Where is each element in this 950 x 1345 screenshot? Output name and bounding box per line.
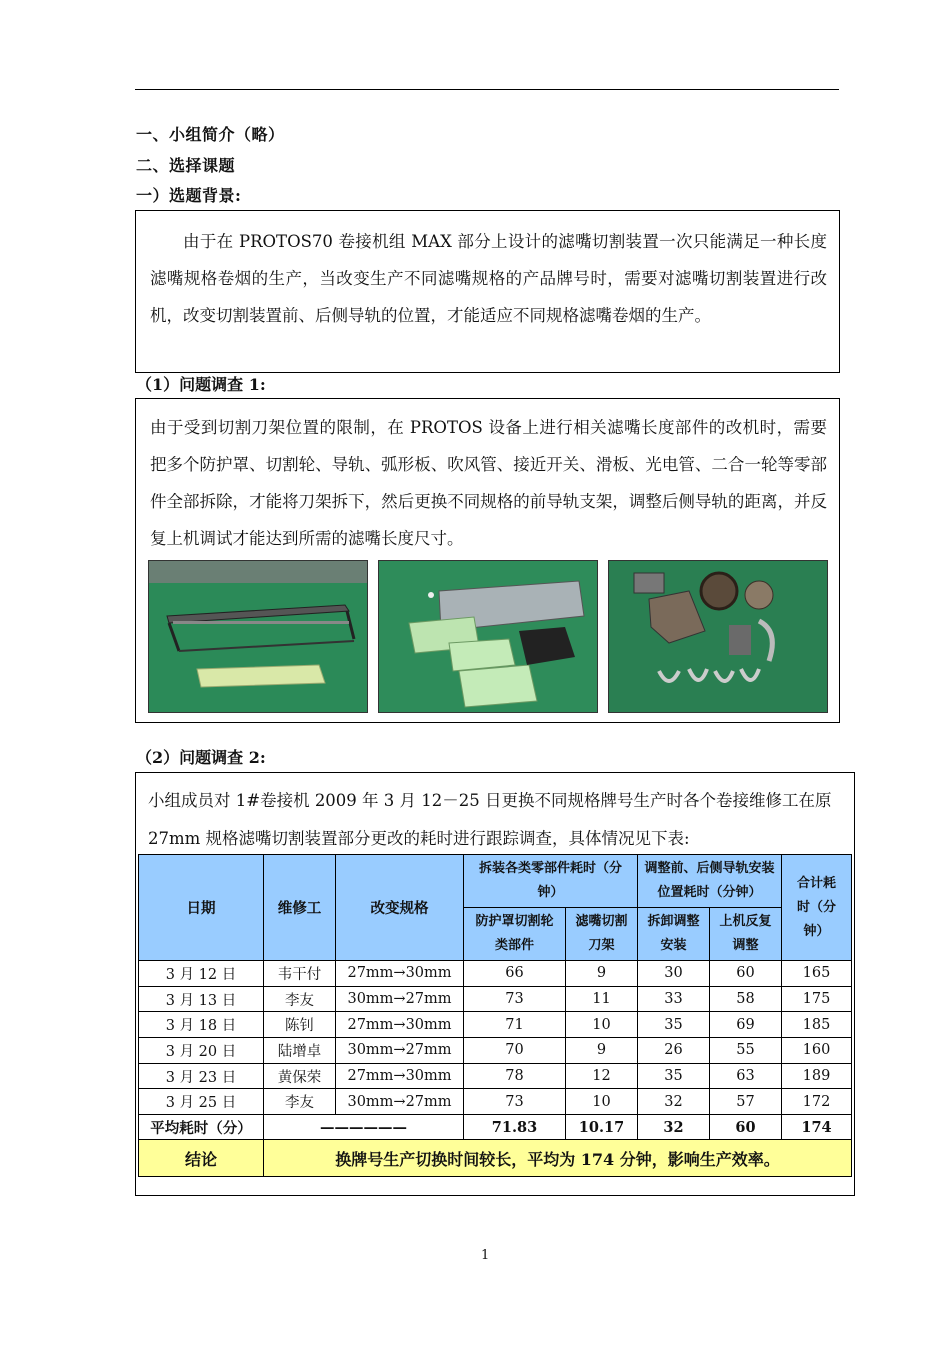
cell-total: 160 — [782, 1038, 852, 1064]
survey2-title: （2）问题调查 2: — [136, 748, 266, 767]
cell-worker: 陆增卓 — [264, 1038, 336, 1064]
cell-worker: 陈钊 — [264, 1012, 336, 1038]
survey1-text: 由于受到切割刀架位置的限制，在 PROTOS 设备上进行相关滤嘴长度部件的改机时，需要把多个防护罩、切割轮、导轨、弧形板、吹风管、接近开关、滑板、光电管、二合一轮等零部件全部拆除，才能将刀架拆下，然后更换不同规格的前导轨支架，调整后侧导轨的距离，并反复上机调试才能达到所需的滤嘴长度尺寸。 — [150, 418, 827, 548]
cell-worker: 黄保荣 — [264, 1063, 336, 1089]
cell-date: 3 月 13 日 — [139, 986, 264, 1012]
cell-date: 3 月 18 日 — [139, 1012, 264, 1038]
cell-worker: 李友 — [264, 1089, 336, 1115]
cell-spec: 30mm→27mm — [336, 1038, 464, 1064]
cell-b: 10 — [566, 1089, 638, 1115]
cell-total: 189 — [782, 1063, 852, 1089]
cell-date: 3 月 20 日 — [139, 1038, 264, 1064]
cell-spec: 27mm→30mm — [336, 961, 464, 987]
table-row — [139, 1038, 852, 1064]
cell-a: 71 — [464, 1012, 566, 1038]
table-row — [139, 1012, 852, 1038]
cell-b: 11 — [566, 986, 638, 1012]
cell-a: 66 — [464, 961, 566, 987]
cell-d: 58 — [710, 986, 782, 1012]
cell-total: 165 — [782, 961, 852, 987]
cell-spec: 30mm→27mm — [336, 986, 464, 1012]
cell-spec: 27mm→30mm — [336, 1012, 464, 1038]
col-header-readjust: 上机反复调整 — [710, 908, 782, 961]
photo-small-parts — [608, 560, 828, 713]
cell-b: 10 — [566, 1012, 638, 1038]
conclusion-label: 结论 — [139, 1140, 264, 1177]
cell-b: 12 — [566, 1063, 638, 1089]
conclusion-text: 换牌号生产切换时间较长，平均为 174 分钟，影响生产效率。 — [264, 1140, 852, 1177]
avg-label: 平均耗时（分） — [139, 1115, 264, 1140]
avg-total: 174 — [782, 1115, 852, 1140]
cell-date: 3 月 23 日 — [139, 1063, 264, 1089]
avg-c: 32 — [638, 1115, 710, 1140]
cell-date: 3 月 12 日 — [139, 961, 264, 987]
cell-d: 69 — [710, 1012, 782, 1038]
table-row — [139, 961, 852, 987]
cell-c: 35 — [638, 1012, 710, 1038]
survey1-title: （1）问题调查 1: — [136, 375, 266, 394]
table-row — [139, 1089, 852, 1115]
photo-guard-parts — [378, 560, 598, 713]
cell-c: 30 — [638, 961, 710, 987]
avg-row — [139, 1115, 852, 1140]
cell-c: 33 — [638, 986, 710, 1012]
cell-d: 60 — [710, 961, 782, 987]
cell-a: 70 — [464, 1038, 566, 1064]
cell-total: 172 — [782, 1089, 852, 1115]
cell-a: 73 — [464, 1089, 566, 1115]
table-row — [139, 1063, 852, 1089]
background-text: 由于在 PROTOS70 卷接机组 MAX 部分上设计的滤嘴切割装置一次只能满足一种长度滤嘴规格卷烟的生产，当改变生产不同滤嘴规格的产品牌号时，需要对滤嘴切割装置进行改机，改变切割装置前、后侧导轨的位置，才能适应不同规格滤嘴卷烟的生产。 — [150, 232, 827, 325]
col-header-group1: 拆装各类零部件耗时（分钟） — [464, 855, 638, 908]
cell-worker: 李友 — [264, 986, 336, 1012]
cell-d: 55 — [710, 1038, 782, 1064]
cell-spec: 30mm→27mm — [336, 1089, 464, 1115]
page-number: 1 — [481, 1248, 490, 1263]
cell-total: 175 — [782, 986, 852, 1012]
col-header-spec: 改变规格 — [336, 855, 464, 961]
col-header-group2: 调整前、后侧导轨安装位置耗时（分钟） — [638, 855, 782, 908]
cell-c: 32 — [638, 1089, 710, 1115]
col-header-date: 日期 — [139, 855, 264, 961]
cell-c: 26 — [638, 1038, 710, 1064]
cell-total: 185 — [782, 1012, 852, 1038]
cell-b: 9 — [566, 1038, 638, 1064]
cell-b: 9 — [566, 961, 638, 987]
cell-d: 57 — [710, 1089, 782, 1115]
avg-a: 71.83 — [464, 1115, 566, 1140]
col-header-total: 合计耗时（分钟） — [782, 855, 852, 961]
col-header-disassemble: 拆卸调整安装 — [638, 908, 710, 961]
avg-b: 10.17 — [566, 1115, 638, 1140]
survey2-text: 小组成员对 1#卷接机 2009 年 3 月 12－25 日更换不同规格牌号生产时各个卷接维修工在原 27mm 规格滤嘴切割装置部分更改的耗时进行跟踪调查，具体情况见下表: — [148, 791, 832, 848]
avg-dash: —————— — [264, 1115, 464, 1140]
cell-spec: 27mm→30mm — [336, 1063, 464, 1089]
avg-d: 60 — [710, 1115, 782, 1140]
col-header-cutter: 滤嘴切割刀架 — [566, 908, 638, 961]
cell-worker: 韦干付 — [264, 961, 336, 987]
heading-topic-background: 一）选题背景: — [136, 186, 242, 205]
cell-a: 78 — [464, 1063, 566, 1089]
background-box — [135, 210, 840, 373]
cell-date: 3 月 25 日 — [139, 1089, 264, 1115]
header-rule — [135, 89, 839, 90]
cell-c: 35 — [638, 1063, 710, 1089]
heading-select-topic: 二、选择课题 — [136, 156, 236, 175]
photo-cutter-rail — [148, 560, 368, 713]
col-header-worker: 维修工 — [264, 855, 336, 961]
table-row — [139, 986, 852, 1012]
cell-a: 73 — [464, 986, 566, 1012]
col-header-guard-parts: 防护罩切割轮类部件 — [464, 908, 566, 961]
heading-group-intro: 一、小组简介（略） — [136, 125, 285, 144]
cell-d: 63 — [710, 1063, 782, 1089]
conclusion-row — [139, 1140, 852, 1177]
timing-table — [138, 854, 852, 1177]
